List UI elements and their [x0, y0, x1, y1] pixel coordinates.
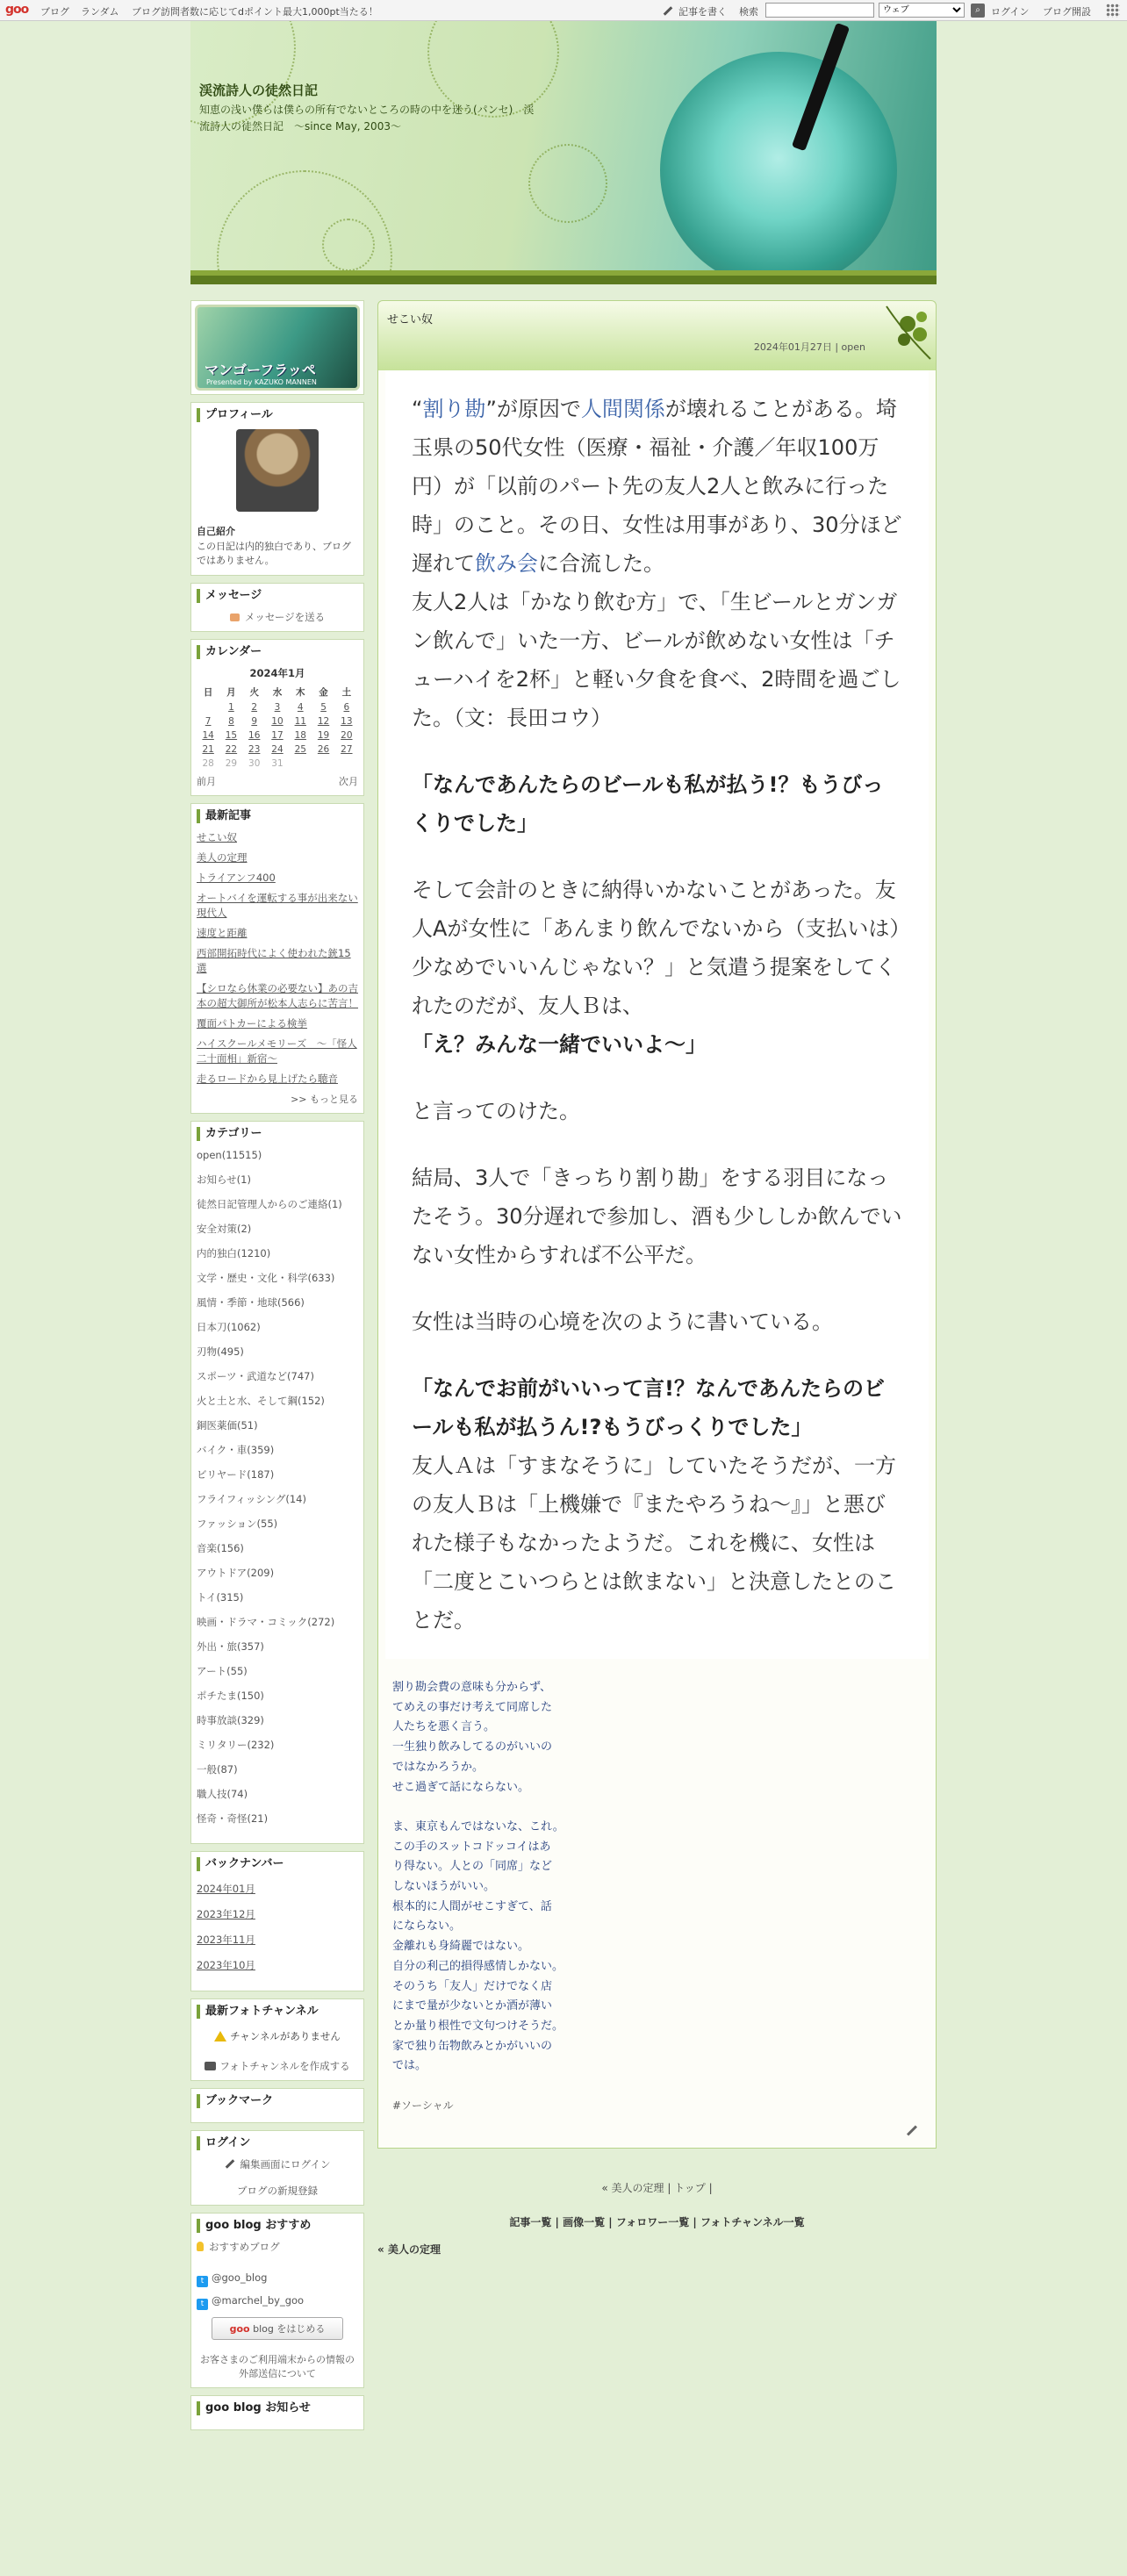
category-count: (87)	[217, 1763, 238, 1776]
calendar-block	[190, 639, 364, 796]
calendar-weekday: 木	[296, 687, 305, 698]
category-count: (329)	[237, 1714, 264, 1726]
calendar-table	[197, 684, 358, 771]
recent-posts-title: 最新記事	[197, 809, 358, 823]
recent-post-link[interactable]: ハイスクールメモリーズ ～「怪人二十面相」新宿～	[197, 1037, 357, 1065]
category-link[interactable]: バイク・車	[197, 1444, 248, 1456]
calendar-weekday: 金	[319, 687, 328, 698]
category-item	[197, 1467, 358, 1482]
calendar-day	[335, 757, 358, 771]
category-item	[197, 1787, 358, 1801]
calendar-weekday: 月	[226, 687, 236, 698]
calendar-day	[197, 700, 219, 714]
category-count: (1210)	[237, 1247, 271, 1259]
category-link[interactable]: open	[197, 1149, 222, 1161]
warning-icon	[214, 2031, 226, 2041]
backnumber-link[interactable]: 2023年12月	[197, 1908, 255, 1920]
toolbar-random-link[interactable]: ランダム	[81, 6, 119, 18]
blog-title[interactable]: 渓流詩人の徒然日記	[199, 83, 319, 98]
category-link[interactable]: スポーツ・武道など	[197, 1370, 288, 1382]
hashtag[interactable]: #ソーシャル	[392, 2099, 454, 2113]
category-count: (187)	[247, 1468, 275, 1481]
calendar-title: カレンダー	[197, 645, 358, 659]
profile-photo	[236, 429, 319, 512]
categories-block	[190, 1121, 364, 1844]
category-item	[197, 1812, 358, 1826]
calendar-day: 29	[225, 758, 238, 769]
category-count: (747)	[287, 1370, 314, 1382]
header-band	[190, 270, 937, 276]
follower-list-link[interactable]: フォロワー一覧	[615, 2216, 690, 2229]
category-item	[197, 1173, 358, 1187]
recent-post-link[interactable]: 速度と距離	[197, 927, 248, 939]
post-list-link[interactable]: 記事一覧	[509, 2216, 552, 2229]
post-header	[377, 300, 937, 370]
quote: 「なんでお前がいいって言!？なんであんたらのビールも私が払うん!?もうびっくりでした」	[412, 1376, 885, 1439]
recent-post-link[interactable]: 【シロなら休業の必要ない】あの吉本の超大御所が松本人志らに苦言！	[197, 982, 358, 1009]
pencil-icon	[225, 2159, 234, 2169]
calendar-day[interactable]: 17	[271, 730, 284, 741]
paragraph: “割り勘”が原因で人間関係が壊れることがある。埼玉県の50代女性（医療・福祉・介護／年収100万円）が「以前のパート先の友人2人と飲みに行った時」のこと。その日、女性は用事があり、30分ほど遅れて飲み会に合流した。	[412, 397, 902, 576]
category-link[interactable]: 刃物	[197, 1345, 217, 1358]
category-count: (495)	[217, 1345, 244, 1358]
category-link[interactable]: 内的独白	[197, 1247, 237, 1259]
news-block	[190, 2395, 364, 2430]
paragraph: 友人Ａは「すまなそうに」していたそうだが、一方の友人Ｂは「上機嫌で『またやろうね～』」と悪びれた様子もなかったようだ。これを機に、女性は「二度とこいつらとは飲まない」と決意したとのことだ。	[412, 1453, 896, 1632]
category-link[interactable]: 映画・ドラマ・コミック	[197, 1616, 308, 1628]
prev-post-link[interactable]: 美人の定理	[611, 2182, 664, 2195]
message-block	[190, 583, 364, 632]
category-count: (209)	[247, 1567, 275, 1579]
calendar-day[interactable]: 23	[248, 744, 261, 755]
blog-description: 知恵の浅い僕らは僕らの所有でないところの時の中を迷う(パンセ) 渓流詩人の徒然日記 ～since May, 2003～	[199, 104, 535, 133]
bottom-prev-nav: « 美人の定理	[377, 2243, 441, 2257]
frappe-glass-image	[660, 52, 897, 284]
category-item	[197, 1517, 358, 1531]
menu-grid-icon[interactable]	[1106, 4, 1120, 18]
calendar-day[interactable]: 1	[228, 702, 234, 713]
pencil-icon	[664, 6, 673, 16]
bookmark-block	[190, 2088, 364, 2123]
category-item	[197, 1443, 358, 1457]
calendar-day[interactable]: 9	[251, 716, 258, 727]
category-item	[197, 1615, 358, 1629]
category-link[interactable]: アウトドア	[197, 1567, 248, 1579]
author-comment: 割り勘会費の意味も分からず、 てめえの事だけ考えて同席した 人たちを悪く言う。 一生独り飲みしてるのがいいの ではなかろうか。 せこ過ぎて話にならない。 ま、東京もんではないな、これ。 この手のスットコドッコイはあ り得ない。人との「同席」など しないほうがいい。 根本的に人間がせこすぎて、話 にならない。 金離れも身綺麗ではない。 自分の利己的損得感情しかない。 そのうち「友人」だけでなく店 にまで量が少ないとか酒が薄い とか量り根性で文句つけそうだ。 家で独り缶物飲みとかがいいの では。	[392, 1681, 564, 2073]
twitter-icon: t	[197, 2299, 208, 2310]
category-item	[197, 1148, 358, 1162]
calendar-day: 31	[271, 758, 284, 769]
recent-post-link[interactable]: せこい奴	[197, 831, 237, 843]
twitter-marchel-link[interactable]: @marchel_by_goo	[212, 2294, 305, 2307]
category-link[interactable]: 一般	[197, 1763, 217, 1776]
backnumber-title: バックナンバー	[197, 1857, 358, 1871]
backnumber-link[interactable]: 2023年10月	[197, 1959, 255, 1971]
category-item	[197, 1713, 358, 1727]
category-item	[197, 1689, 358, 1703]
category-link[interactable]: お知らせ	[197, 1173, 237, 1186]
quote: 「なんであんたらのビールも私が払う!？もうびっくりでした」	[412, 772, 884, 836]
photo-channel-list-link[interactable]: フォトチャンネル一覧	[700, 2216, 805, 2229]
category-item	[197, 1295, 358, 1310]
edit-login-link[interactable]: 編集画面にログイン	[240, 2158, 331, 2171]
category-link[interactable]: アート	[197, 1665, 227, 1677]
paragraph: そして会計のときに納得いかないことがあった。友人Aが女性に「あんまり飲んでないから（支払いは）少なめでいいんじゃない？」と気遣う提案をしてくれたのだが、友人Ｂは、 「え？みんな一緒でいいよ～」	[412, 878, 901, 1057]
open-blog-link[interactable]: ブログ開設	[1043, 6, 1091, 18]
profile-block	[190, 402, 364, 576]
toolbar-campaign-link[interactable]: ブログ訪問者数に応じてdポイント最大1,000pt当たる！	[132, 6, 378, 18]
calendar-day[interactable]: 5	[320, 702, 327, 713]
category-count: (152)	[298, 1395, 325, 1407]
calendar-day[interactable]: 13	[341, 716, 353, 727]
calendar-day[interactable]: 8	[228, 716, 234, 727]
calendar-day[interactable]: 4	[297, 702, 304, 713]
category-link[interactable]: 職人技	[197, 1788, 227, 1800]
photo-channel-title: 最新フォトチャンネル	[197, 2005, 358, 2019]
paragraph: と言ってのけた。	[412, 1099, 580, 1123]
recent-post-link[interactable]: 西部開拓時代によく使われた銃15選	[197, 947, 351, 974]
category-count: (1)	[327, 1198, 342, 1210]
category-link[interactable]: 安全対策	[197, 1223, 237, 1235]
post-meta: 2024年01月27日 | open	[753, 341, 865, 353]
calendar-day[interactable]: 19	[317, 730, 330, 741]
calendar-day[interactable]: 6	[343, 702, 350, 713]
category-link[interactable]: ビリヤード	[197, 1468, 248, 1481]
lace-ornament	[528, 144, 607, 223]
sidebar-banner[interactable]	[190, 300, 364, 395]
category-count: (150)	[237, 1690, 264, 1702]
category-link[interactable]: ミリタリー	[197, 1739, 248, 1751]
category-count: (55)	[256, 1518, 278, 1530]
category-item	[197, 1492, 358, 1506]
category-link[interactable]: ファッション	[197, 1518, 257, 1530]
more-posts-link[interactable]: >> もっと見る	[291, 1094, 358, 1105]
category-count: (232)	[247, 1739, 275, 1751]
category-count: (315)	[216, 1591, 244, 1604]
sidebar	[190, 300, 364, 2437]
category-count: (1062)	[226, 1321, 261, 1333]
search-icon[interactable]: ⌕	[971, 4, 985, 18]
calendar-day[interactable]: 14	[202, 730, 214, 741]
category-count: (14)	[285, 1493, 306, 1505]
camera-icon	[205, 2062, 216, 2070]
new-blog-link[interactable]: ブログの新規登録	[237, 2185, 318, 2197]
recommend-title: goo blog おすすめ	[197, 2219, 358, 2233]
search-scope-select[interactable]	[879, 3, 965, 18]
goo-logo[interactable]: goo	[5, 3, 29, 17]
bottom-prev-post-link[interactable]: 美人の定理	[387, 2243, 441, 2257]
category-link[interactable]: 怪奇・奇怪	[197, 1812, 248, 1825]
profile-title: プロフィール	[197, 408, 358, 422]
recent-posts-block	[190, 803, 364, 1114]
category-item	[197, 1418, 358, 1432]
category-item	[197, 1197, 358, 1211]
mango-frappe-banner[interactable]: マンゴーフラッペ Presented by KAZUKO MANNEN	[195, 305, 360, 391]
category-item	[197, 1541, 358, 1555]
category-count: (11515)	[221, 1149, 262, 1161]
category-link[interactable]: 銅医薬価	[197, 1419, 237, 1432]
bulb-icon	[197, 2242, 204, 2251]
recent-post-link[interactable]: 走るロードから見上げたら聴音	[197, 1073, 338, 1085]
message-title: メッセージ	[197, 589, 358, 603]
calendar-day[interactable]: 26	[317, 744, 330, 755]
category-item	[197, 1222, 358, 1236]
calendar-day[interactable]: 3	[274, 702, 281, 713]
keyword-link[interactable]: 飲み会	[475, 551, 538, 576]
category-link[interactable]: 火と土と水、そして鋼	[197, 1395, 298, 1407]
calendar-weekday: 土	[341, 687, 352, 698]
calendar-day: 30	[248, 758, 261, 769]
photo-channel-block	[190, 1998, 364, 2081]
twitter-goo-blog-link[interactable]: @goo_blog	[212, 2271, 268, 2284]
category-count: (272)	[307, 1616, 335, 1628]
no-channel-text: チャンネルがありません	[230, 2030, 341, 2042]
search-label: 検索	[739, 6, 758, 18]
calendar-day[interactable]: 21	[202, 744, 214, 755]
calendar-weekday: 火	[249, 687, 259, 698]
start-blog-button[interactable]: goo blog をはじめる	[212, 2317, 343, 2340]
category-count: (357)	[237, 1640, 264, 1653]
category-item	[197, 1738, 358, 1752]
footer-links: 記事一覧 | 画像一覧 | フォロワー一覧 | フォトチャンネル一覧	[509, 2216, 805, 2229]
calendar-day[interactable]: 11	[294, 716, 306, 727]
calendar-day[interactable]: 16	[248, 730, 261, 741]
message-icon	[230, 614, 240, 621]
login-title: ログイン	[197, 2136, 358, 2150]
recent-post-link[interactable]: 美人の定理	[197, 851, 248, 864]
category-item	[197, 1664, 358, 1678]
article-text	[385, 370, 929, 1659]
news-title: goo blog お知らせ	[197, 2401, 358, 2415]
paragraph: 友人2人は「かなり飲む方」で、「生ビールとガンガン飲んで」いた一方、ビールが飲めない女性は「チューハイを2杯」と軽い夕食を食べ、2時間を過ごした。（文：長田コウ）	[412, 590, 901, 730]
category-count: (1)	[236, 1173, 251, 1186]
create-channel-link[interactable]: フォトチャンネルを作成する	[219, 2060, 350, 2072]
paragraph: 女性は当時の心境を次のように書いている。	[412, 1310, 833, 1334]
self-intro-label: 自己紹介	[197, 526, 235, 537]
bookmark-title: ブックマーク	[197, 2094, 358, 2108]
send-message-link[interactable]: メッセージを送る	[244, 611, 326, 623]
calendar-day: 28	[202, 758, 214, 769]
calendar-day[interactable]: 7	[205, 716, 212, 727]
backnumber-link[interactable]: 2023年11月	[197, 1934, 255, 1946]
category-item	[197, 1369, 358, 1383]
category-count: (2)	[237, 1223, 252, 1235]
category-link[interactable]: 徒然日記管理人からのご連絡	[197, 1198, 328, 1210]
post-body	[377, 370, 937, 2149]
recent-post-link[interactable]: 覆面パトカーによる検挙	[197, 1017, 307, 1030]
paragraph: 結局、3人で「きっちり割り勘」をする羽目になったそう。30分遅れで参加し、酒も少ししか飲んでいない女性からすれば不公平だ。	[412, 1166, 902, 1267]
goo-toolbar	[0, 0, 1127, 21]
category-link[interactable]: トイ	[197, 1591, 217, 1604]
category-item	[197, 1394, 358, 1408]
self-intro-text: この日記は内的独白であり、ブログではありません。	[197, 541, 351, 566]
category-link[interactable]: 文学・歴史・文化・科学	[197, 1272, 308, 1284]
backnumber-link[interactable]: 2024年01月	[197, 1883, 255, 1895]
calendar-day[interactable]: 24	[271, 744, 284, 755]
recommend-block	[190, 2213, 364, 2388]
category-count: (51)	[237, 1419, 258, 1432]
post-title: せこい奴	[387, 313, 434, 326]
image-list-link[interactable]: 画像一覧	[563, 2216, 606, 2229]
categories-title: カテゴリー	[197, 1127, 358, 1141]
category-count: (21)	[247, 1812, 269, 1825]
toolbar-blog-link[interactable]: ブログ	[40, 6, 69, 18]
category-count: (633)	[307, 1272, 335, 1284]
keyword-link[interactable]: 人間関係	[580, 397, 665, 421]
top-link[interactable]: トップ	[674, 2182, 706, 2195]
calendar-month: 2024年1月	[249, 667, 305, 679]
post-navigation: « 美人の定理 | トップ |	[601, 2182, 713, 2195]
calendar-day[interactable]: 2	[251, 702, 258, 713]
login-block	[190, 2130, 364, 2206]
write-post-link[interactable]: 記事を書く	[663, 4, 727, 18]
category-link[interactable]: フライフィッシング	[197, 1493, 286, 1505]
leaf-ornament-icon	[869, 298, 936, 373]
main-content	[377, 300, 937, 2257]
calendar-day[interactable]: 20	[341, 730, 353, 741]
category-count: (156)	[217, 1542, 244, 1554]
category-link[interactable]: 風情・季節・地球	[197, 1296, 277, 1309]
calendar-day	[312, 757, 334, 771]
keyword-link[interactable]: 割り勘	[422, 397, 486, 421]
calendar-day[interactable]: 27	[341, 744, 353, 755]
calendar-prev-link[interactable]: 前月	[197, 776, 216, 787]
lace-ornament	[322, 219, 375, 271]
category-item	[197, 1640, 358, 1654]
category-count: (55)	[226, 1665, 248, 1677]
calendar-day[interactable]: 22	[225, 744, 238, 755]
category-item	[197, 1320, 358, 1334]
post-date-link[interactable]: 2024年01月27日	[753, 341, 832, 353]
category-item	[197, 1246, 358, 1260]
calendar-day	[289, 757, 312, 771]
category-count: (566)	[277, 1296, 305, 1309]
calendar-day[interactable]: 25	[294, 744, 306, 755]
category-link[interactable]: 時事放談	[197, 1714, 237, 1726]
category-item	[197, 1590, 358, 1604]
calendar-day[interactable]: 18	[294, 730, 306, 741]
calendar-weekday: 日	[203, 687, 213, 698]
post-category-link[interactable]: open	[841, 341, 865, 353]
search-input[interactable]	[765, 3, 874, 18]
recent-post-link[interactable]: オートバイを運転する事が出来ない現代人	[197, 892, 358, 919]
twitter-icon: t	[197, 2276, 208, 2287]
calendar-day[interactable]: 12	[317, 716, 330, 727]
category-link[interactable]: 音楽	[197, 1542, 217, 1554]
calendar-next-link[interactable]: 次月	[339, 776, 358, 787]
category-link[interactable]: 外出・旅	[197, 1640, 237, 1653]
category-item	[197, 1566, 358, 1580]
category-item	[197, 1345, 358, 1359]
calendar-day[interactable]: 15	[225, 730, 238, 741]
category-count: (359)	[247, 1444, 275, 1456]
category-count: (74)	[226, 1788, 248, 1800]
blog-header	[190, 21, 937, 284]
backnumber-block	[190, 1851, 364, 1991]
recommend-link[interactable]: おすすめブログ	[209, 2241, 280, 2253]
category-link[interactable]: 日本刀	[197, 1321, 227, 1333]
external-transmission-link[interactable]: お客さまのご利用端末からの情報の外部送信について	[200, 2354, 355, 2379]
login-link[interactable]: ログイン	[991, 6, 1030, 18]
category-link[interactable]: ポチたま	[197, 1690, 237, 1702]
calendar-weekday: 水	[272, 687, 283, 698]
category-item	[197, 1271, 358, 1285]
recent-post-link[interactable]: トライアンフ400	[197, 872, 276, 884]
category-item	[197, 1762, 358, 1776]
calendar-day[interactable]: 10	[271, 716, 284, 727]
